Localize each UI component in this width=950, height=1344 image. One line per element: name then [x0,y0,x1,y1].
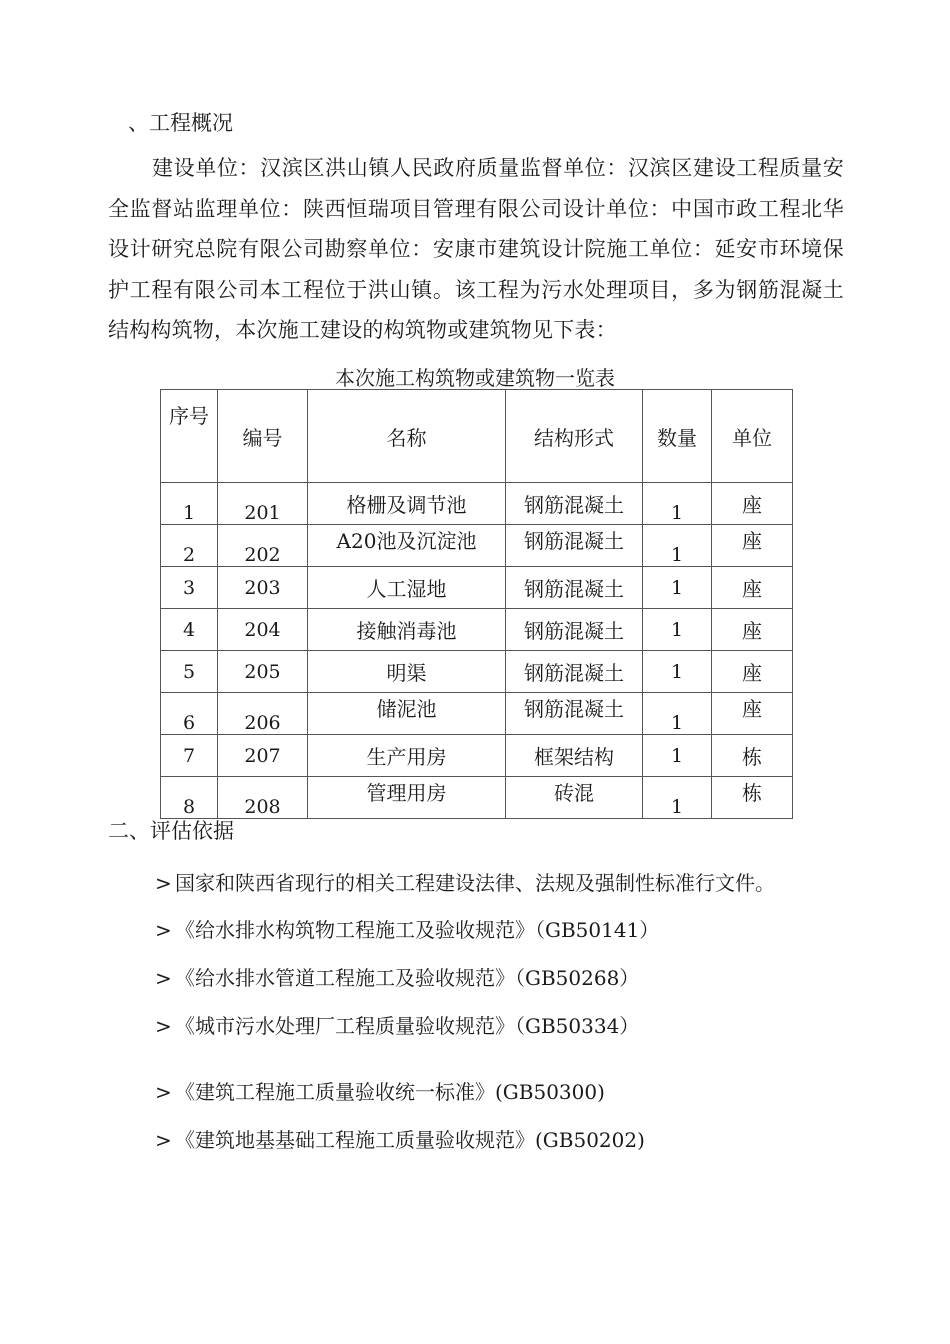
table-cell: 座 [712,651,793,693]
table-row [161,693,793,735]
table-row [161,735,793,777]
header-cell: 数量 [643,390,712,483]
table-cell: 栋 [712,777,793,819]
table-cell: 1 [643,693,712,735]
table-cell: 4 [161,609,218,651]
list-item [155,1125,645,1155]
table-cell: 2 [161,525,218,567]
list-item [155,915,659,945]
table-row [161,483,793,525]
table-cell: 207 [218,735,308,777]
table-cell: 205 [218,651,308,693]
table-cell: 明渠 [308,651,506,693]
table-cell: 座 [712,525,793,567]
table-cell: 人工湿地 [308,567,506,609]
table-cell: 座 [712,609,793,651]
table-cell: 生产用房 [308,735,506,777]
header-cell: 序号 [161,390,218,483]
table-cell: 钢筋混凝土 [506,693,643,735]
table-cell: 1 [643,609,712,651]
table-cell: 203 [218,567,308,609]
list-marker: > [155,1080,172,1104]
table-cell: 管理用房 [308,777,506,819]
table-cell: 座 [712,483,793,525]
table-cell: 1 [643,483,712,525]
header-cell: 单位 [712,390,793,483]
list-item-text: 国家和陕西省现行的相关工程建设法律、法规及强制性标准行文件。 [175,871,775,895]
table-cell: 201 [218,483,308,525]
list-marker: > [155,871,172,895]
table-row [161,651,793,693]
table-header-row [161,390,793,483]
table-cell: 202 [218,525,308,567]
table-title: 本次施工构筑物或建筑物一览表 [335,366,615,390]
table-cell: 204 [218,609,308,651]
table-cell: 钢筋混凝土 [506,651,643,693]
table-cell: 6 [161,693,218,735]
table-row [161,777,793,819]
table-cell: 208 [218,777,308,819]
list-marker: > [155,966,172,990]
table-cell: 3 [161,567,218,609]
table-cell: 栋 [712,735,793,777]
table-cell: 储泥池 [308,693,506,735]
table-cell: 5 [161,651,218,693]
overview-paragraph: 建设单位：汉滨区洪山镇人民政府质量监督单位：汉滨区建设工程质量安全监督站监理单位：陕西恒瑞项目管理有限公司设计单位：中国市政工程北华设计研究总院有限公司勘察单位：安康市建筑设计院施工单位：延安市环境保护工程有限公司本工程位于洪山镇。该工程为污水处理项目，多为钢筋混凝土结构构筑物，本次施工建设的构筑物或建筑物见下表： [108,156,844,342]
table-cell: 7 [161,735,218,777]
list-item [155,1011,639,1041]
section-heading-overview: 、工程概况 [128,111,233,135]
list-marker: > [155,1014,172,1038]
table-cell: 1 [643,567,712,609]
table-cell: 1 [643,525,712,567]
list-item-text: 《给水排水构筑物工程施工及验收规范》（GB50141） [175,918,660,942]
list-item [155,1077,605,1107]
table-cell: 1 [161,483,218,525]
table-cell: 206 [218,693,308,735]
table-cell: A20池及沉淀池 [308,525,506,567]
table-cell: 框架结构 [506,735,643,777]
table-cell: 1 [643,735,712,777]
list-item-text: 《建筑工程施工质量验收统一标准》(GB50300) [175,1080,605,1104]
table-cell: 钢筋混凝土 [506,567,643,609]
list-item-text: 《城市污水处理厂工程质量验收规范》（GB50334） [175,1014,640,1038]
list-marker: > [155,1128,172,1152]
table-cell: 钢筋混凝土 [506,483,643,525]
list-marker: > [155,918,172,942]
table-cell: 砖混 [506,777,643,819]
header-cell: 编号 [218,390,308,483]
header-cell: 名称 [308,390,506,483]
table-cell: 1 [643,651,712,693]
table-cell: 钢筋混凝土 [506,609,643,651]
list-item-text: 《建筑地基基础工程施工质量验收规范》(GB50202) [175,1128,645,1152]
table-row [161,609,793,651]
list-item [155,868,775,898]
table-cell: 8 [161,777,218,819]
list-item [155,963,639,993]
header-cell: 结构形式 [506,390,643,483]
table-cell: 格栅及调节池 [308,483,506,525]
table-cell: 接触消毒池 [308,609,506,651]
section-heading-basis: 二、评估依据 [108,819,234,843]
table-cell: 座 [712,567,793,609]
structures-table [160,389,793,819]
table-cell: 座 [712,693,793,735]
table-cell: 钢筋混凝土 [506,525,643,567]
list-item-text: 《给水排水管道工程施工及验收规范》（GB50268） [175,966,640,990]
table-row [161,525,793,567]
table-cell: 1 [643,777,712,819]
table-row [161,567,793,609]
